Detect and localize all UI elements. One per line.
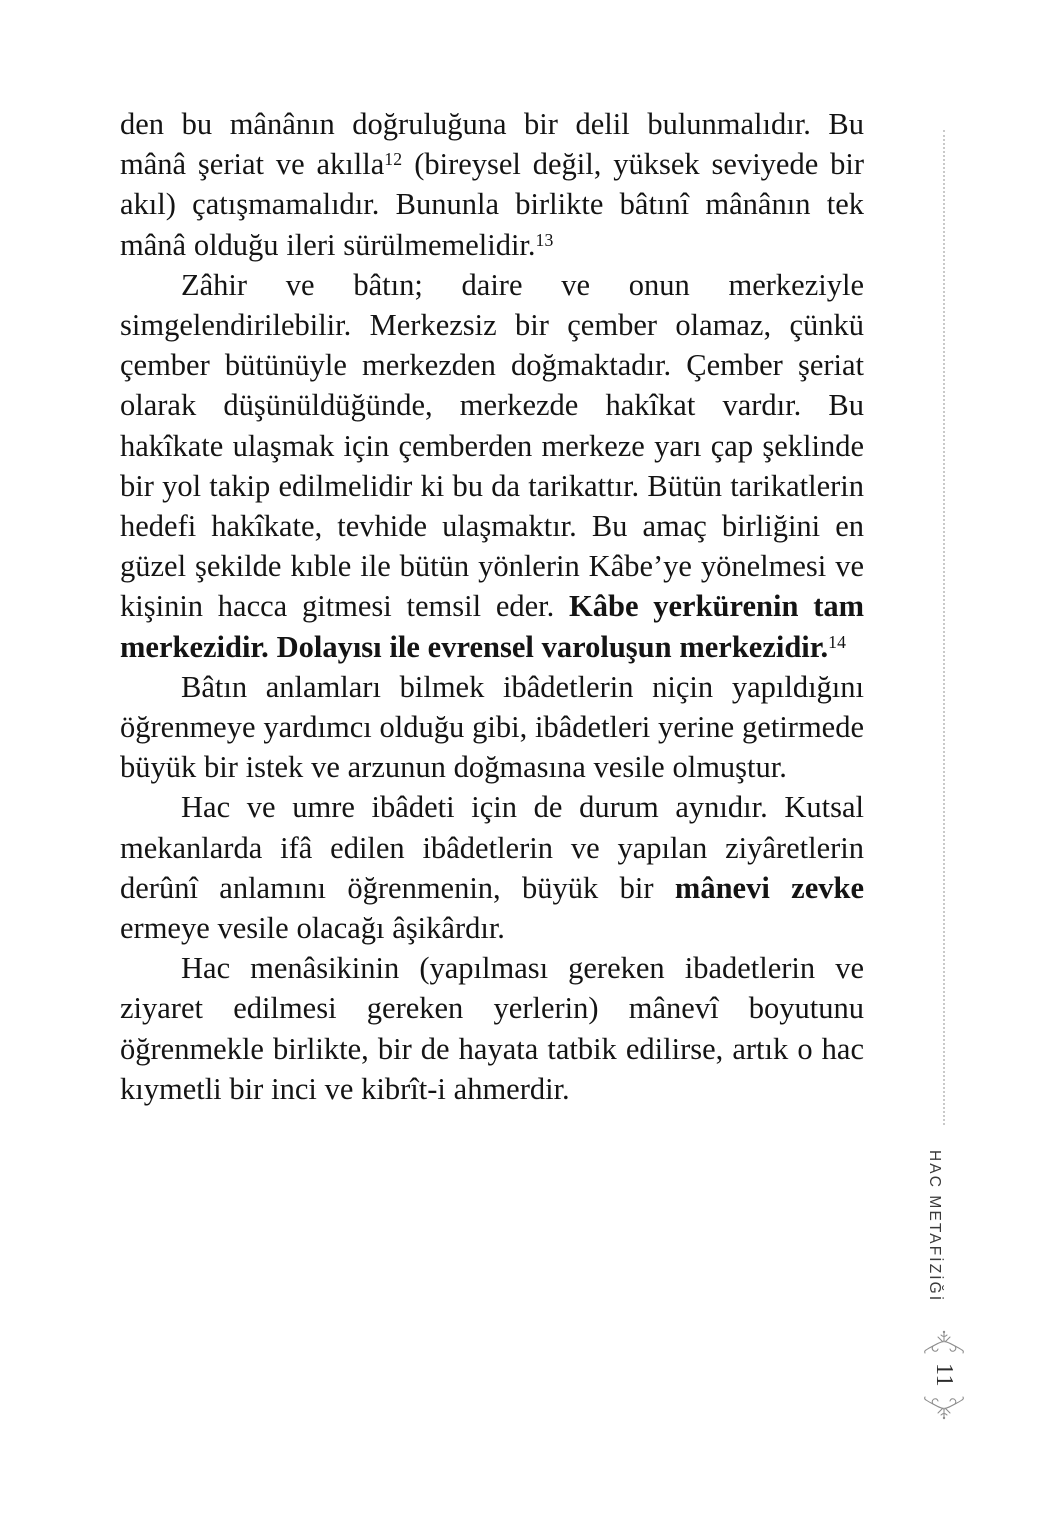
- fleuron-ornament-icon: [921, 1330, 967, 1356]
- footnote-marker: 14: [828, 631, 847, 652]
- page-number: 11: [930, 1362, 957, 1388]
- paragraph: Zâhir ve bâtın; daire ve onun merkeziyle simgelendirilebilir. Merkezsiz bir çember olamaz, çünkü çember bütünüyle merkezden doğmaktadır. Çember şeriat olarak düşünüldüğünde, merkezde hakîkat vardır. Bu hakîkate ulaşmak için çemberden merkeze yarı çap şeklinde bir yol takip edilmelidir ki bu da tarikattır. Bütün tarikatlerin hedefi hakîkate, tevhide ulaşmaktır. Bu amaç birliğini en güzel şekilde kıble ile bütün yönlerin Kâbe’ye yönelmesi ve kişinin hacca gitmesi temsil eder. Kâbe yerkürenin tam merkezidir. Dolayısı ile evrensel varoluşun merkezidir.$^{14}$: [120, 267, 865, 664]
- paragraph: Hac ve umre ibâdeti için de durum aynıdır. Kutsal mekanlarda ifâ edilen ibâdetlerin ve yapılan ziyâretlerin derûnî anlamını öğrenmenin, büyük bir mânevi zevke ermeye vesile olacağı âşikârdır.: [120, 790, 864, 946]
- running-head: HAC METAFİZİĞİ: [926, 1150, 943, 1303]
- paragraph: Hac menâsikinin (yapılması gereken ibadetlerin ve ziyaret edilmesi gereken yerlerin) mânevî boyutunu öğrenmekle birlikte, bir de hayata tatbik edilirse, artık o hac kıymetli bir inci ve kibrît-i ahmerdir.: [120, 951, 864, 1106]
- paragraph: Bâtın anlamları bilmek ibâdetlerin niçin yapıldığını öğrenmeye yardımcı olduğu gibi, ibâdetleri yerine getirmede büyük bir istek ve arzunun doğmasına vesile olmuştur.: [120, 669, 864, 785]
- fleuron-ornament-icon: [921, 1394, 967, 1420]
- paragraph: den bu mânânın doğruluğuna bir delil bulunmalıdır. Bu mânâ şeriat ve akılla$^{12}$ (bireysel değil, yüksek seviyede bir akıl) çatışmamalıdır. Bununla birlikte bâtınî mânânın tek mânâ olduğu ileri sürülmemelidir.$^{13}$: [120, 107, 864, 262]
- emphasis-bold: mânevi zevke: [674, 870, 864, 905]
- footnote-marker: 13: [535, 229, 554, 250]
- text-column: [120, 104, 864, 1109]
- margin-dotted-rule: [943, 130, 945, 1125]
- footnote-marker: 12: [384, 149, 403, 170]
- folio-block: [912, 1330, 976, 1420]
- emphasis-bold: Kâbe yerkürenin tam merkezidir. Dolayısı ile evrensel varoluşun merkezidir.: [120, 589, 865, 664]
